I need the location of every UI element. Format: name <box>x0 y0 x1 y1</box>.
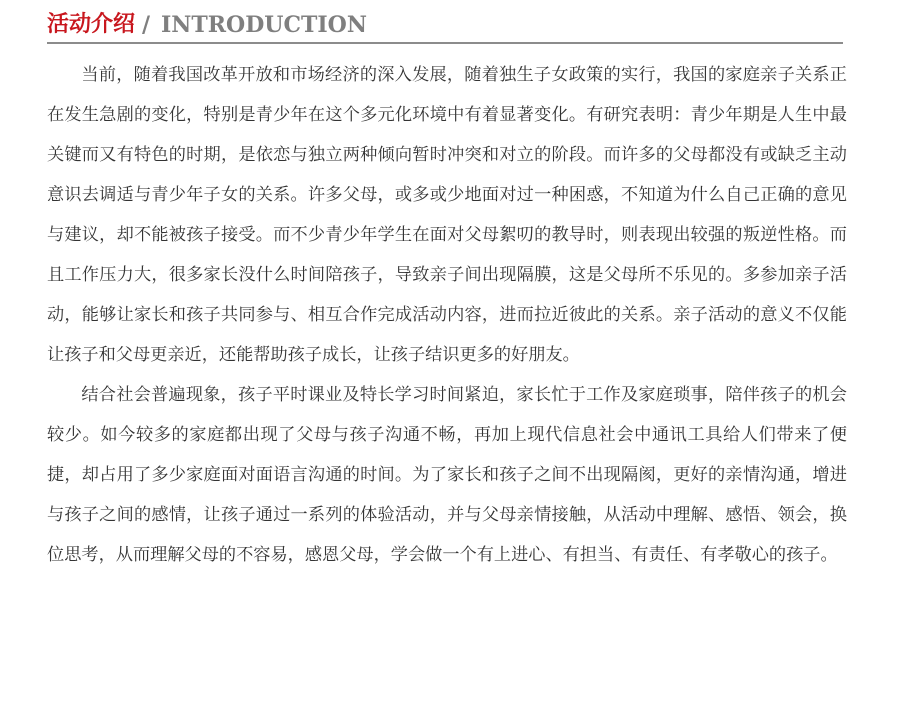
section-header <box>47 8 843 42</box>
paragraph-1: 当前，随着我国改革开放和市场经济的深入发展，随着独生子女政策的实行，我国的家庭亲子关系正在发生急剧的变化，特别是青少年在这个多元化环境中有着显著变化。有研究表明：青少年期是人生中最关键而又有特色的时期，是依恋与独立两种倾向暂时冲突和对立的阶段。而许多的父母都没有或缺乏主动意识去调适与青少年子女的关系。许多父母，或多或少地面对过一种困惑，不知道为什么自己正确的意见与建议，却不能被孩子接受。而不少青少年学生在面对父母絮叨的教导时，则表现出较强的叛逆性格。而且工作压力大，很多家长没什么时间陪孩子，导致亲子间出现隔膜，这是父母所不乐见的。多参加亲子活动，能够让家长和孩子共同参与、相互合作完成活动内容，进而拉近彼此的关系。亲子活动的意义不仅能让孩子和父母更亲近，还能帮助孩子成长，让孩子结识更多的好朋友。 <box>47 65 847 365</box>
section-title-english: INTRODUCTION <box>161 12 367 38</box>
title-separator: / <box>142 12 151 38</box>
header-divider <box>47 42 843 44</box>
article-body <box>47 55 847 575</box>
paragraph-2: 结合社会普遍现象，孩子平时课业及特长学习时间紧迫，家长忙于工作及家庭琐事，陪伴孩子的机会较少。如今较多的家庭都出现了父母与孩子沟通不畅，再加上现代信息社会中通讯工具给人们带来了便捷，却占用了多少家庭面对面语言沟通的时间。为了家长和孩子之间不出现隔阂，更好的亲情沟通，增进与孩子之间的感情，让孩子通过一系列的体验活动，并与父母亲情接触，从活动中理解、感悟、领会，换位思考，从而理解父母的不容易，感恩父母，学会做一个有上进心、有担当、有责任、有孝敬心的孩子。 <box>47 385 847 565</box>
section-title-chinese: 活动介绍 <box>47 12 136 37</box>
